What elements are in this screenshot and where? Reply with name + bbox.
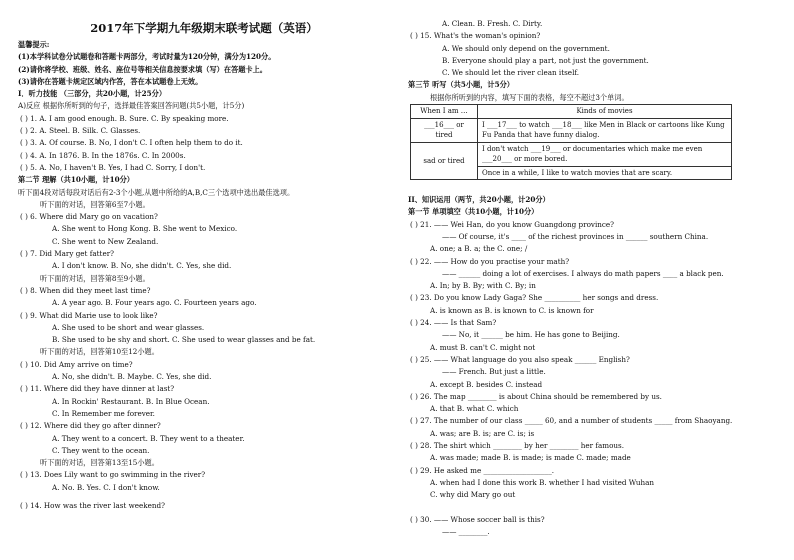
table-cell: I don't watch ___19___ or documentaries which make me even ___20___ or more bored. [478,142,732,166]
comprehension-instructions: 听下面4段对话每段对话后有2-3个小题,从题中所给的A,B,C三个选项中选出最佳选项。 [18,187,295,197]
question-6: ( ) 6. Where did Mary go on vacation? [20,212,158,222]
table-cell: ___16___ or tired [411,118,478,142]
question-3: ( ) 3. A. Of course. B. No, I don't C. I often help them to do it. [20,138,243,148]
table-cell: sad or tired [411,142,478,180]
option-line: A. Clean. B. Fresh. C. Dirty. [442,19,543,28]
option-line: B. Everyone should play a part, not just the government. [442,55,649,65]
option-line: B. She used to be shy and short. C. She used to wear glasses and be fat. [52,335,316,345]
notice-3: (3)请你在答题卡规定区域内作答，答在本试题卷上无效。 [18,76,203,86]
question-14: ( ) 14. How was the river last weekend? [20,500,165,510]
option-line: A. She used to be short and wear glasses. [52,322,205,332]
option-line: A. was made; made B. is made; is made C. made; made [430,453,631,463]
right-column [408,18,778,538]
table-row [411,118,732,142]
notice-1: (1)本学科试卷分试题卷和答题卡两部分，考试时量为120分钟，满分为120分。 [18,52,276,62]
option-line: A. that B. what C. which [430,404,519,414]
question-30: ( ) 30. —— Whose soccer ball is this? [410,514,545,524]
option-line: A. must B. can't C. might not [430,342,536,352]
part-a-instructions: A)反应 根据你所听到的句子，选择最佳答案回答问题(共5小题，计5分) [18,101,245,111]
option-line: A. A year ago. B. Four years ago. C. Fourteen years ago. [52,298,257,308]
dialog-line: —— French. But just a little. [442,367,546,377]
option-line: A. They went to a concert. B. They went to a theater. [52,433,245,443]
table-row [411,142,732,166]
option-line: A. when had I done this work B. whether I had visited Wuhan [430,477,655,487]
dialog-line: —— ______ doing a lot of exercises. I always do math papers ____ a black pen. [442,268,724,278]
table-header-cell: When I am … [411,105,478,119]
option-line: C. We should let the river clean itself. [442,68,580,78]
question-10: ( ) 10. Did Amy arrive on time? [20,359,133,369]
question-8: ( ) 8. When did they meet last time? [20,285,151,295]
section-single-choice: 第一节 单项填空（共10小题，计10分） [408,207,539,217]
question-22: ( ) 22. —— How do you practise your math? [410,256,570,266]
dialog-instruction: 听下面的对话，回答第8至9小题。 [40,273,150,283]
notice-2: (2)请你将学校、班级、姓名、座位号等相关信息按要求填（写）在答题卡上。 [18,64,267,74]
table-cell: Once in a while, I like to watch movies that are scary. [478,166,732,180]
exam-title: 2017年下学期九年级期末联考试题（英语） [90,21,318,35]
table-header-row [411,105,732,119]
option-line: A. except B. besides C. instead [430,379,543,389]
option-line: A. No. B. Yes. C. I don't know. [52,482,160,492]
table-header-cell: Kinds of movies [478,105,732,119]
option-line: C. They went to the ocean. [52,445,150,455]
table-cell: I ___17___ to watch ___18___ like Men in Black or cartoons like Kung Fu Panda that have funny dialog. [478,118,732,142]
question-24: ( ) 24. —— Is that Sam? [410,318,497,328]
question-29: ( ) 29. He asked me ___________________. [410,465,555,475]
question-1: ( ) 1. A. I am good enough. B. Sure. C. By speaking more. [20,113,229,123]
question-21: ( ) 21. —— Wei Han, do you know Guangdong province? [410,219,615,229]
question-27: ( ) 27. The number of our class _____ 60, and a number of students _____ from Shaoyang. [410,416,733,426]
section-comprehension: 第二节 理解（共10小题，计10分） [18,175,134,185]
section-knowledge: II、知识运用（两节，共20小题，计20分） [408,195,550,205]
section-dictation: 第三节 听写（共5小题，计5分） [408,80,514,90]
option-line: C. In Remember me forever. [52,408,155,418]
dialog-instruction: 听下面的对话，回答第13至15小题。 [40,458,159,468]
left-column [18,0,390,512]
question-15: ( ) 15. What's the woman's opinion? [410,31,541,41]
option-line: A. In Rockin' Restaurant. B. In Blue Ocean. [52,396,210,406]
question-13: ( ) 13. Does Lily want to go swimming in the river? [20,470,206,480]
option-line: C. She went to New Zealand. [52,236,159,246]
option-line: A. I don't know. B. No, she didn't. C. Yes, she did. [52,261,232,271]
notice-heading: 温馨提示: [18,40,50,49]
dialog-instruction: 听下面的对话，回答第10至12小题。 [40,347,159,357]
dictation-instructions: 根据你所听到的内容，填写下面的表格，每空不超过3个单词。 [430,92,629,102]
option-line: A. In; by B. By; with C. By; in [430,281,536,291]
option-line: A. is known as B. is known to C. is known for [430,305,594,315]
question-12: ( ) 12. Where did they go after dinner? [20,421,161,431]
question-2: ( ) 2. A. Steel. B. Silk. C. Glasses. [20,126,141,136]
dialog-line: —— No, it ______ be him. He has gone to Beijing. [442,330,620,340]
dialog-line: —— ________. [442,527,490,537]
question-23: ( ) 23. Do you know Lady Gaga? She __________ her songs and dress. [410,293,659,303]
dialog-line: —— Of course, it's ____ of the richest provinces in ______ southern China. [442,231,709,241]
question-5: ( ) 5. A. No, I haven't B. Yes, I had C. Sorry, I don't. [20,162,206,172]
option-line: A. was; are B. is; are C. is; is [430,428,535,438]
question-7: ( ) 7. Did Mary get fatter? [20,249,114,259]
question-26: ( ) 26. The map ________ is about China should be remembered by us. [410,391,662,401]
option-line: A. one; a B. a; the C. one; / [430,244,528,254]
question-25: ( ) 25. —— What language do you also speak ______ English? [410,354,630,364]
dialog-instruction: 听下面的对话，回答第6至7小题。 [40,199,150,209]
question-4: ( ) 4. A. In 1876. B. In the 1876s. C. In 2000s. [20,150,186,160]
option-line: A. We should only depend on the government. [442,43,610,53]
option-line: A. No, she didn't. B. Maybe. C. Yes, she did. [52,372,212,382]
dictation-table [410,104,732,180]
section-listening: I．听力技能 （三部分，共20小题，计25分） [18,89,167,99]
question-11: ( ) 11. Where did they have dinner at last? [20,384,175,394]
option-line: C. why did Mary go out [430,490,516,500]
question-28: ( ) 28. The shirt which ________ by her ________ her famous. [410,441,625,451]
question-9: ( ) 9. What did Marie use to look like? [20,310,158,320]
blank-line [408,502,778,514]
option-line: A. She went to Hong Kong. B. She went to Mexico. [52,224,238,234]
